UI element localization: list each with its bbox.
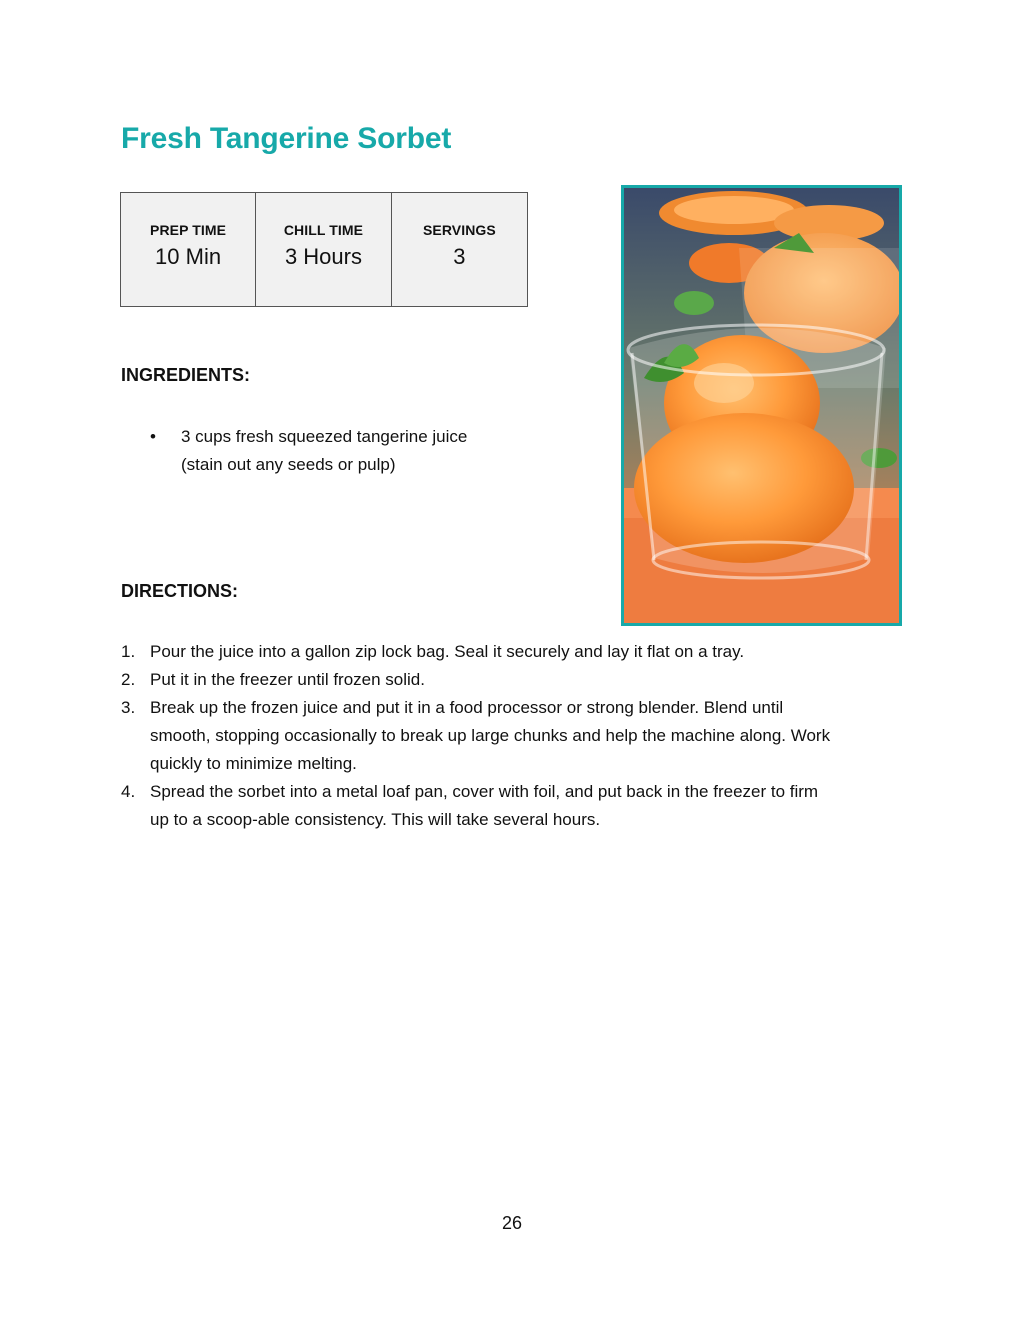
- sorbet-photo: [621, 185, 902, 626]
- step-text: Break up the frozen juice and put it in a food processor or strong blender. Blend until: [150, 698, 784, 717]
- directions-heading: DIRECTIONS:: [121, 581, 238, 601]
- chill-time-label: CHILL TIME: [283, 222, 364, 238]
- direction-step: [121, 694, 901, 778]
- recipe-title: Fresh Tangerine Sorbet: [121, 122, 452, 155]
- step-number: 2.: [121, 670, 136, 689]
- step-text: quickly to minimize melting.: [150, 754, 357, 773]
- prep-time-label: PREP TIME: [150, 222, 227, 238]
- directions-list: [121, 638, 901, 834]
- step-number: 3.: [121, 698, 136, 717]
- step-number: 4.: [121, 782, 136, 801]
- ingredients-list: [150, 423, 530, 479]
- chill-time-value: 3 Hours: [284, 244, 362, 269]
- page-number: 26: [501, 1213, 523, 1233]
- direction-step: [121, 666, 901, 694]
- step-text: smooth, stopping occasionally to break up large chunks and help the machine along. Work: [150, 726, 831, 745]
- prep-time-cell: [121, 193, 256, 307]
- ingredients-heading: INGREDIENTS:: [121, 365, 251, 385]
- direction-step: [121, 778, 901, 834]
- step-number: 1.: [121, 642, 136, 661]
- step-text: Pour the juice into a gallon zip lock bag. Seal it securely and lay it flat on a tray.: [150, 642, 745, 661]
- recipe-stats-table: [120, 192, 528, 307]
- direction-step: [121, 638, 901, 666]
- step-text: Spread the sorbet into a metal loaf pan, cover with foil, and put back in the freezer to firm: [150, 782, 819, 801]
- step-text: Put it in the freezer until frozen solid.: [150, 670, 425, 689]
- servings-value: 3: [453, 244, 466, 269]
- ingredient-note: (stain out any seeds or pulp): [181, 455, 396, 474]
- ingredient-text: • 3 cups fresh squeezed tangerine juice: [181, 427, 468, 446]
- step-text: up to a scoop-able consistency. This will take several hours.: [150, 810, 601, 829]
- servings-cell: [391, 193, 527, 307]
- chill-time-cell: [256, 193, 392, 307]
- prep-time-value: 10 Min: [155, 244, 222, 269]
- servings-label: SERVINGS: [422, 222, 496, 238]
- ingredient-item: [150, 423, 530, 479]
